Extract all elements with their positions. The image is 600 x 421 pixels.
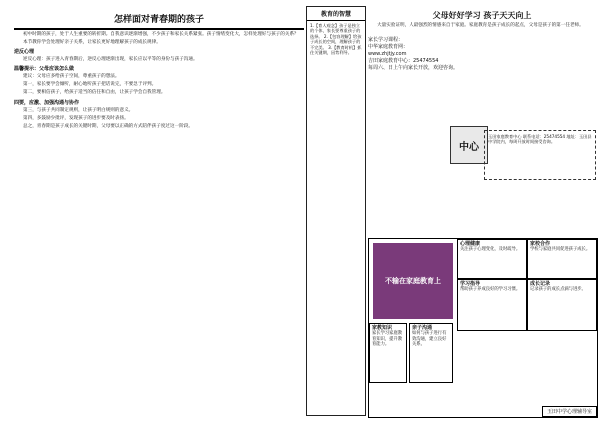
cover-title: 不输在家庭教育上: [385, 276, 441, 285]
cell-text: 学校与家庭共同促进孩子成长。: [530, 247, 591, 253]
left-subhead: 四要，应激、加强沟通与协作: [14, 99, 80, 106]
left-subhead: 温馨提示：父母应该怎么做: [14, 66, 75, 73]
cell-text: 关注孩子心理变化，及时疏导。: [460, 247, 521, 253]
grid-cell: [527, 239, 597, 279]
cell-text: 帮助孩子养成良好的学习习惯。: [460, 287, 521, 293]
site-url[interactable]: www.zhjtjy.com: [368, 51, 407, 58]
cell-title: 成长记录: [530, 281, 551, 287]
center-logo: 中心: [450, 126, 488, 164]
left-paragraph: 第四，多鼓励少批评，发现孩子的进步要及时表扬。: [23, 115, 129, 121]
middle-text: 1.【育人观念】孩子是独立的个体，家长要尊重孩子的选择。 2.【包容理解】给孩子成长的空间，理解孩子的不完美。 3.【教育时机】抓住关键期，因势利导。: [310, 23, 362, 56]
left-paragraph: 建议：父母应多给孩子空间，尊重孩子的想法。: [23, 74, 120, 80]
contact-label: 家长学习课程：: [368, 37, 404, 44]
left-subhead: 逆反心理: [14, 49, 35, 56]
info-box: 玉田家庭教育中心 联系电话：25474554 地址：玉田县中学院内，每周开放时间接受咨询。: [484, 130, 596, 180]
cell-title: 学习指导: [460, 281, 481, 287]
middle-head: 教育的智慧: [307, 7, 365, 21]
left-title: 怎样面对青春期的孩子: [14, 6, 304, 30]
left-paragraph: 第一，家长要学会倾听，耐心地听孩子把话说完，不要急于评判。: [23, 82, 157, 88]
right-paragraph: 大量实验证明，人最强烈的情感来自于家庭。家庭教育是孩子成长的起点，父母是孩子的第一任老师。: [377, 23, 584, 28]
cell-title: 家教知识: [372, 325, 393, 331]
left-paragraph: 初中时期的孩子，处于人生重要的转折期。自我意识逐渐增强，不少孩子和家长关系紧张。孩子情绪变化大，怎样处理好与孩子的关系？: [23, 32, 299, 37]
left-paragraph: 第二，要相信孩子，给孩子适当的信任和自由，让孩子学会自我管理。: [23, 90, 166, 96]
left-paragraph: 总之，青春期是孩子成长的关键时期，父母要以正确的方式陪伴孩子度过这一阶段。: [23, 123, 193, 129]
site-label: 中华家庭教育网：: [368, 44, 409, 51]
phone: 吉田家庭教育中心：25474554: [368, 58, 439, 65]
left-column: [14, 6, 304, 130]
grid-cell: [369, 323, 407, 383]
cell-text: 记录孩子的成长点滴与进步。: [530, 287, 586, 293]
grid-cell: [527, 279, 597, 331]
left-paragraph: 逆反心理：孩子进入青春期后，逆反心理逐渐出现，家长应以平等的身份与孩子沟通。: [23, 57, 198, 63]
left-paragraph: 本节教你学会处理好亲子关系，让家长更好地理解孩子的成长规律。: [23, 40, 161, 46]
right-column: [368, 6, 596, 72]
footer-label: 玉田中学心理辅导室: [542, 406, 597, 417]
middle-column: [306, 6, 366, 416]
grid-cell: [457, 239, 527, 279]
cell-title: 家校合作: [530, 241, 551, 247]
bottom-grid: [368, 238, 598, 418]
grid-cell: [409, 323, 453, 383]
extra-info: 每周六、日上午向家长开放，欢迎咨询。: [368, 65, 459, 72]
cell-title: 心理健康: [460, 241, 481, 247]
contact-block: [368, 37, 596, 72]
grid-cell: [457, 279, 527, 331]
book-cover: [373, 243, 453, 319]
cell-text: 家长学习家庭教育知识，提升教育能力。: [372, 331, 403, 348]
cell-title: 亲子沟通: [412, 325, 433, 331]
cell-text: 如何与孩子进行有效沟通，建立良好关系。: [412, 331, 447, 348]
left-paragraph: 第三，与孩子共同制定规则，让孩子明白规则的意义。: [23, 107, 134, 113]
right-title: 父母好好学习 孩子天天向上: [432, 10, 532, 20]
